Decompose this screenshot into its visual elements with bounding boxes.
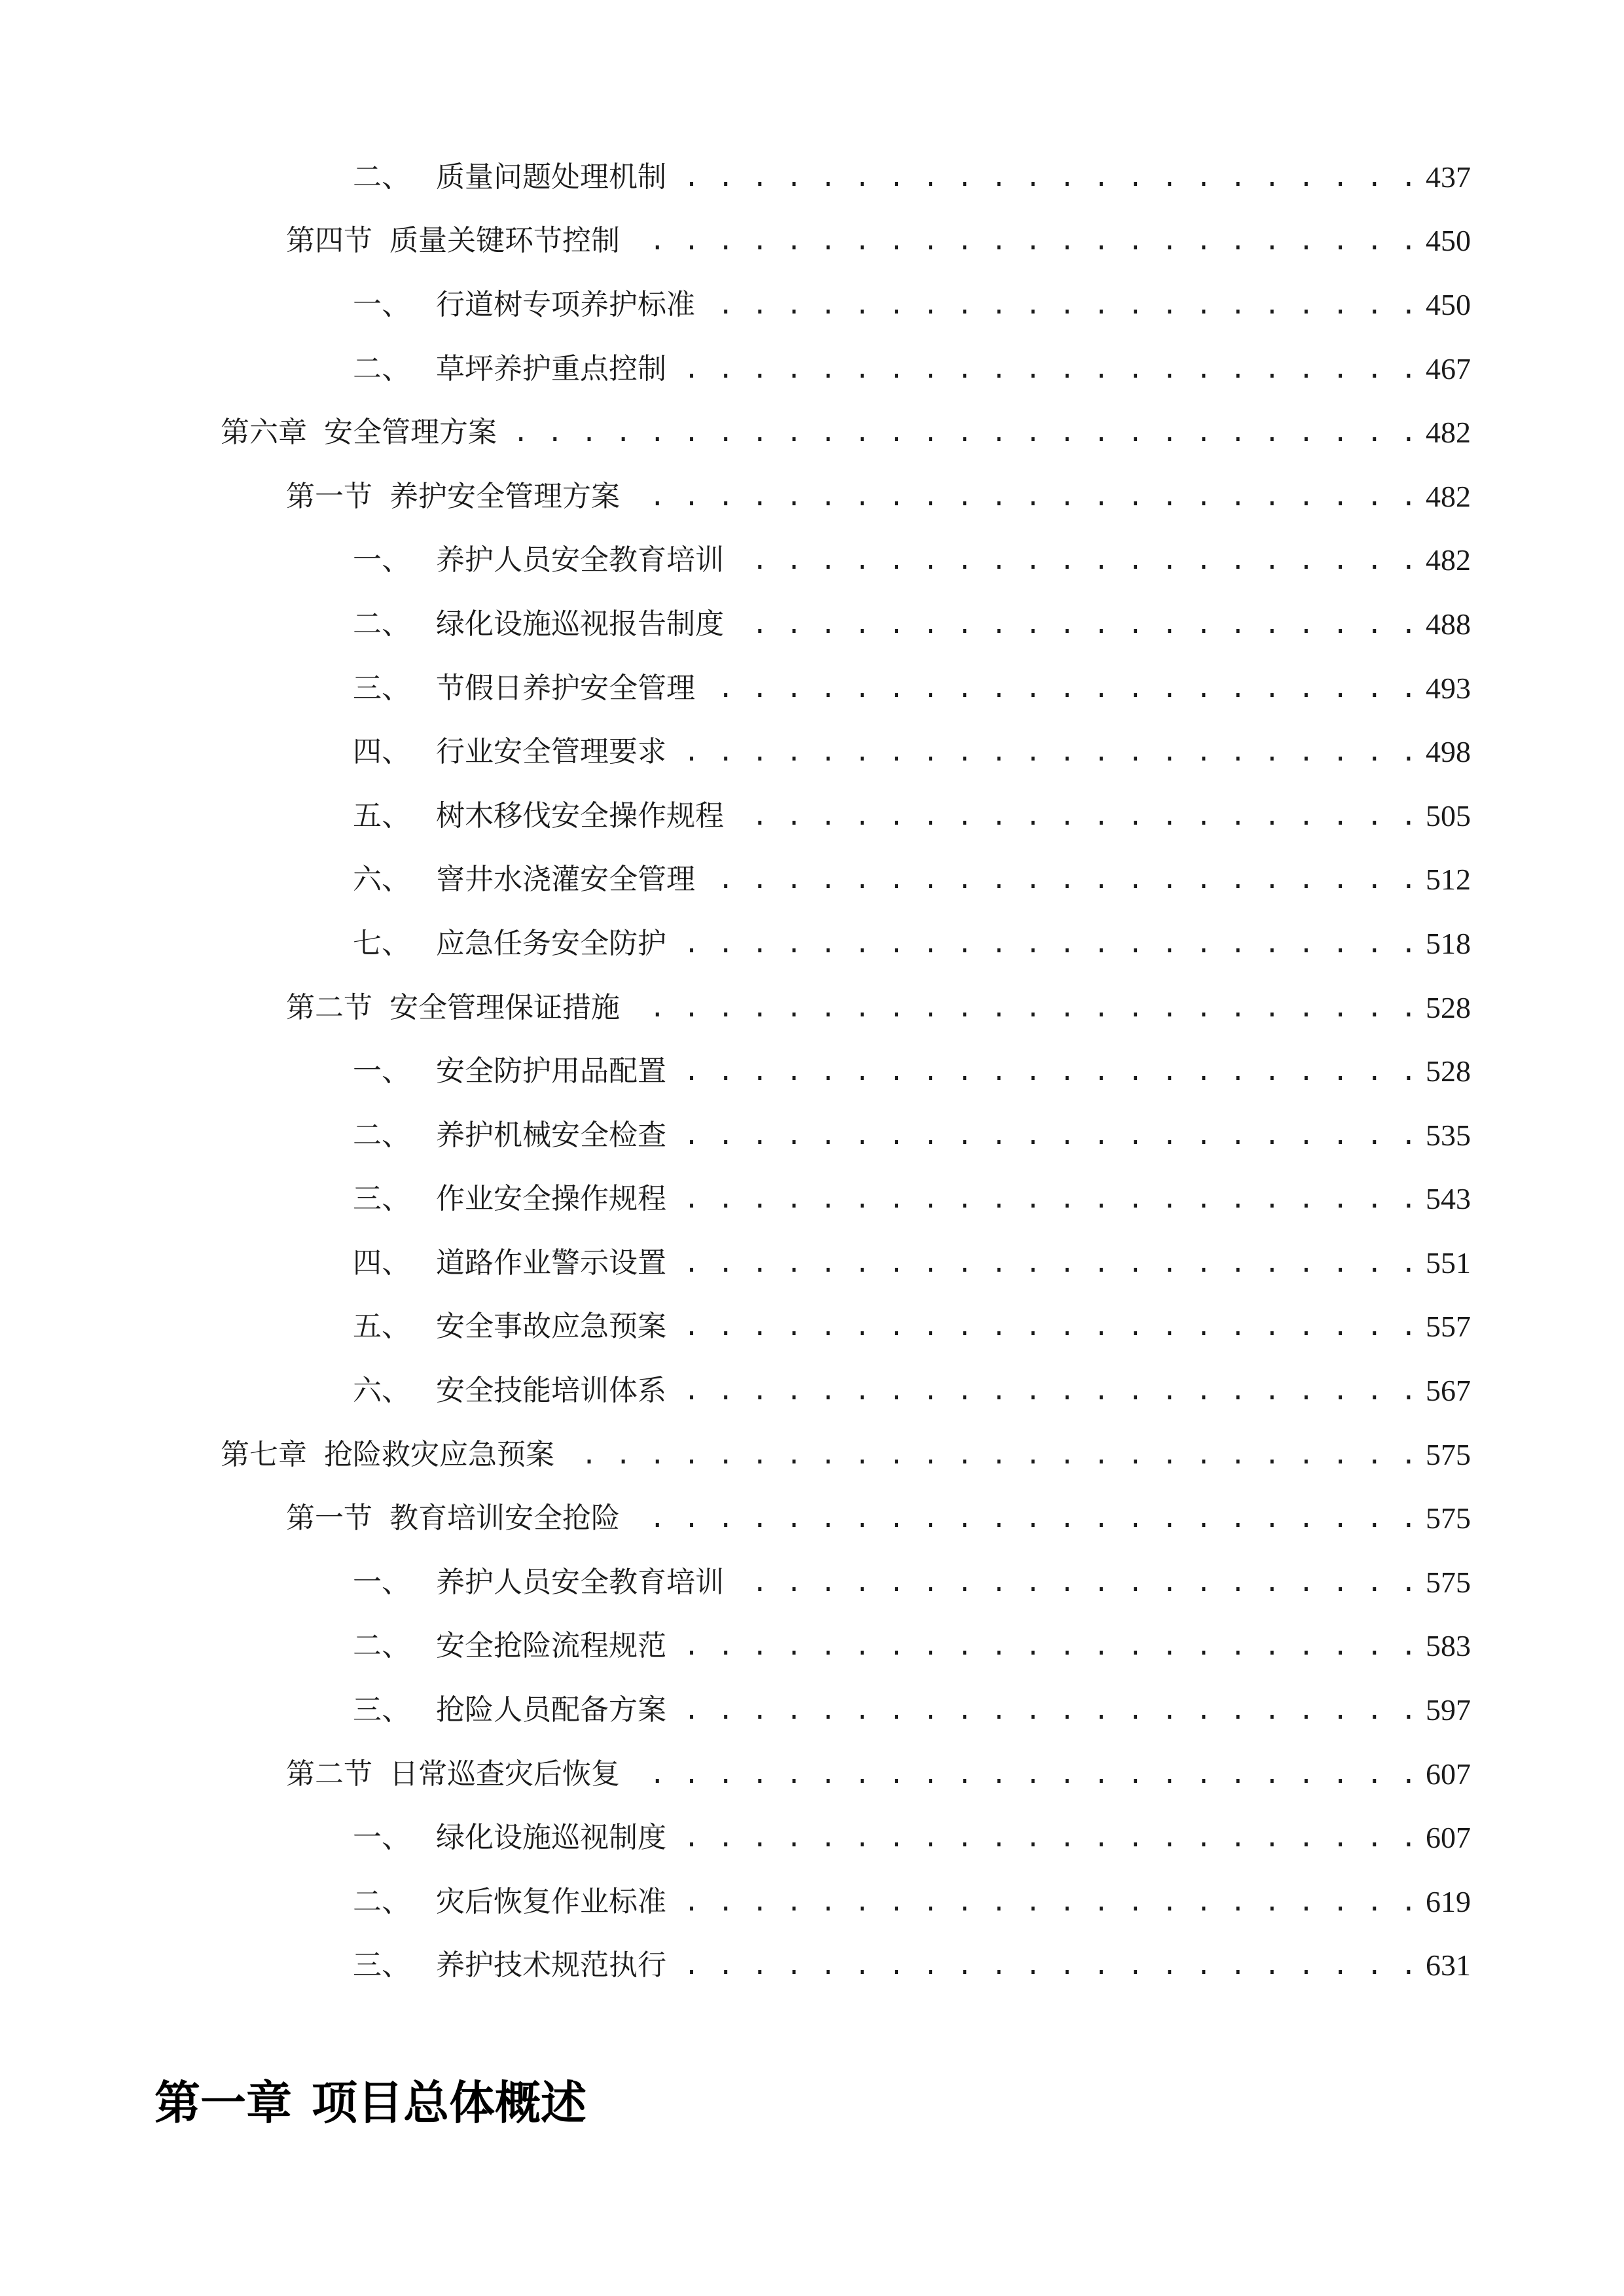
toc-entry-page-number: 619 <box>1426 1884 1471 1918</box>
toc-entry-title: 灾后恢复作业标准 <box>436 1884 666 1918</box>
toc-entry-number: 二、 <box>353 351 410 386</box>
toc-entry-page-number: 607 <box>1426 1821 1471 1855</box>
toc-entry[interactable] <box>0 1742 1624 1806</box>
toc-dot-leader <box>677 732 1418 772</box>
toc-entry-page-number: 607 <box>1426 1757 1471 1791</box>
toc-entry-title: 质量问题处理机制 <box>436 160 666 194</box>
toc-entry[interactable] <box>0 337 1624 401</box>
toc-entry-number: 一、 <box>353 1565 410 1599</box>
toc-dot-leader <box>507 413 1418 452</box>
toc-dot-leader <box>677 924 1418 963</box>
toc-entry-page-number: 597 <box>1426 1693 1471 1727</box>
toc-entry-number: 第一节 <box>286 1501 372 1535</box>
toc-entry-page-number: 583 <box>1426 1629 1471 1663</box>
toc-entry-title: 抢险救灾应急预案 <box>324 1437 554 1471</box>
toc-entry[interactable] <box>0 465 1624 529</box>
toc-entry-number: 第二节 <box>286 1757 372 1791</box>
toc-entry[interactable] <box>0 1231 1624 1295</box>
toc-entry-number: 一、 <box>353 1054 410 1088</box>
toc-entry[interactable] <box>0 848 1624 912</box>
toc-entry-page-number: 512 <box>1426 863 1471 897</box>
toc-entry-page-number: 482 <box>1426 479 1471 513</box>
toc-entry-page-number: 535 <box>1426 1118 1471 1152</box>
toc-entry-number: 四、 <box>353 1246 410 1280</box>
toc-entry-number: 六、 <box>353 1374 410 1408</box>
toc-entry-page-number: 505 <box>1426 798 1471 833</box>
toc-entry-number: 一、 <box>353 543 410 577</box>
toc-entry-page-number: 498 <box>1426 735 1471 769</box>
toc-entry-title: 日常巡查灾后恢复 <box>389 1757 620 1791</box>
toc-entry-number: 六、 <box>353 863 410 897</box>
chapter-title: 项目总体概述 <box>312 2076 586 2130</box>
toc-entry-number: 三、 <box>353 1182 410 1216</box>
toc-dot-leader <box>677 1946 1418 1985</box>
toc-entry[interactable] <box>0 1678 1624 1742</box>
toc-entry[interactable] <box>0 1295 1624 1359</box>
toc-dot-leader <box>630 1499 1418 1538</box>
toc-entry-title: 节假日养护安全管理 <box>436 671 695 705</box>
toc-entry-title: 窨井水浇灌安全管理 <box>436 863 695 897</box>
toc-entry-title: 教育培训安全抢险 <box>389 1501 620 1535</box>
toc-entry-title: 绿化设施巡视制度 <box>436 1821 666 1855</box>
toc-entry-number: 第四节 <box>286 224 372 258</box>
table-of-contents <box>0 145 1624 1998</box>
toc-entry-title: 养护安全管理方案 <box>389 479 620 513</box>
toc-entry-number: 五、 <box>353 1310 410 1344</box>
toc-dot-leader <box>677 1116 1418 1155</box>
toc-entry[interactable] <box>0 1870 1624 1934</box>
toc-entry-title: 行道树专项养护标准 <box>436 287 695 321</box>
toc-entry[interactable] <box>0 976 1624 1040</box>
toc-entry-title: 质量关键环节控制 <box>389 224 620 258</box>
toc-dot-leader <box>677 1371 1418 1410</box>
toc-entry-number: 第七章 <box>221 1437 307 1471</box>
toc-entry[interactable] <box>0 784 1624 848</box>
toc-entry-number: 二、 <box>353 607 410 641</box>
toc-entry-page-number: 551 <box>1426 1246 1471 1280</box>
toc-dot-leader <box>677 1179 1418 1219</box>
toc-entry[interactable] <box>0 1423 1624 1487</box>
toc-dot-leader <box>630 221 1418 260</box>
toc-dot-leader <box>734 1563 1418 1602</box>
toc-entry[interactable] <box>0 209 1624 274</box>
toc-entry[interactable] <box>0 529 1624 593</box>
toc-entry-title: 安全技能培训体系 <box>436 1374 666 1408</box>
toc-dot-leader <box>734 797 1418 836</box>
toc-entry-title: 养护技术规范执行 <box>436 1948 666 1982</box>
toc-dot-leader <box>734 605 1418 644</box>
toc-entry[interactable] <box>0 273 1624 337</box>
toc-entry-number: 五、 <box>353 798 410 833</box>
chapter-number: 第一章 <box>154 2076 292 2130</box>
toc-entry-title: 安全防护用品配置 <box>436 1054 666 1088</box>
toc-entry-number: 第六章 <box>221 416 307 450</box>
toc-entry-page-number: 528 <box>1426 990 1471 1024</box>
toc-dot-leader <box>706 669 1418 708</box>
toc-dot-leader <box>677 350 1418 389</box>
toc-entry[interactable] <box>0 656 1624 721</box>
toc-dot-leader <box>565 1435 1418 1475</box>
toc-dot-leader <box>677 1626 1418 1666</box>
toc-entry-page-number: 488 <box>1426 607 1471 641</box>
toc-entry-title: 安全事故应急预案 <box>436 1310 666 1344</box>
toc-entry-title: 安全管理保证措施 <box>389 990 620 1024</box>
chapter-heading <box>154 2072 586 2134</box>
toc-entry-page-number: 450 <box>1426 287 1471 321</box>
toc-entry[interactable] <box>0 1039 1624 1103</box>
toc-entry-page-number: 482 <box>1426 416 1471 450</box>
toc-dot-leader <box>677 1882 1418 1922</box>
toc-entry-title: 安全抢险流程规范 <box>436 1629 666 1663</box>
toc-dot-leader <box>677 1052 1418 1091</box>
toc-entry[interactable] <box>0 1103 1624 1168</box>
toc-dot-leader <box>677 1818 1418 1857</box>
toc-entry-page-number: 575 <box>1426 1565 1471 1599</box>
toc-entry-title: 作业安全操作规程 <box>436 1182 666 1216</box>
toc-entry-page-number: 482 <box>1426 543 1471 577</box>
toc-entry-number: 七、 <box>353 926 410 960</box>
toc-entry-page-number: 543 <box>1426 1182 1471 1216</box>
toc-entry-title: 养护人员安全教育培训 <box>436 1565 724 1599</box>
toc-dot-leader <box>630 477 1418 516</box>
toc-entry[interactable] <box>0 720 1624 784</box>
toc-entry-number: 第二节 <box>286 990 372 1024</box>
toc-entry-title: 行业安全管理要求 <box>436 735 666 769</box>
toc-entry-number: 三、 <box>353 671 410 705</box>
toc-entry-page-number: 467 <box>1426 351 1471 386</box>
toc-entry[interactable] <box>0 401 1624 465</box>
toc-entry-number: 一、 <box>353 1821 410 1855</box>
toc-dot-leader <box>677 1691 1418 1730</box>
toc-entry-number: 三、 <box>353 1948 410 1982</box>
toc-entry-number: 第一节 <box>286 479 372 513</box>
toc-entry-title: 养护人员安全教育培训 <box>436 543 724 577</box>
toc-entry-title: 绿化设施巡视报告制度 <box>436 607 724 641</box>
toc-entry-title: 应急任务安全防护 <box>436 926 666 960</box>
toc-entry-title: 草坪养护重点控制 <box>436 351 666 386</box>
toc-dot-leader <box>677 1307 1418 1346</box>
toc-entry[interactable] <box>0 1551 1624 1615</box>
toc-dot-leader <box>706 285 1418 325</box>
toc-entry[interactable] <box>0 1359 1624 1423</box>
toc-entry[interactable] <box>0 912 1624 976</box>
toc-entry[interactable] <box>0 1168 1624 1232</box>
toc-entry-title: 抢险人员配备方案 <box>436 1693 666 1727</box>
toc-dot-leader <box>630 988 1418 1028</box>
toc-entry-page-number: 450 <box>1426 224 1471 258</box>
toc-entry[interactable] <box>0 145 1624 209</box>
toc-entry-number: 三、 <box>353 1693 410 1727</box>
toc-entry-page-number: 518 <box>1426 926 1471 960</box>
toc-entry-title: 安全管理方案 <box>324 416 497 450</box>
toc-entry[interactable] <box>0 1486 1624 1551</box>
toc-dot-leader <box>706 860 1418 899</box>
toc-dot-leader <box>630 1755 1418 1794</box>
toc-dot-leader <box>677 1244 1418 1283</box>
toc-entry-title: 树木移伐安全操作规程 <box>436 798 724 833</box>
toc-entry-number: 二、 <box>353 1118 410 1152</box>
toc-entry-page-number: 437 <box>1426 160 1471 194</box>
toc-entry-page-number: 567 <box>1426 1374 1471 1408</box>
toc-entry-page-number: 575 <box>1426 1437 1471 1471</box>
toc-dot-leader <box>734 541 1418 580</box>
toc-entry-page-number: 575 <box>1426 1501 1471 1535</box>
toc-entry[interactable] <box>0 1806 1624 1870</box>
toc-entry-number: 一、 <box>353 287 410 321</box>
toc-entry-page-number: 528 <box>1426 1054 1471 1088</box>
toc-entry-number: 二、 <box>353 1629 410 1663</box>
toc-entry-number: 二、 <box>353 160 410 194</box>
toc-entry-title: 道路作业警示设置 <box>436 1246 666 1280</box>
toc-entry-title: 养护机械安全检查 <box>436 1118 666 1152</box>
toc-entry-page-number: 557 <box>1426 1310 1471 1344</box>
toc-entry[interactable] <box>0 1934 1624 1998</box>
toc-entry[interactable] <box>0 1615 1624 1679</box>
toc-entry[interactable] <box>0 592 1624 656</box>
toc-dot-leader <box>677 158 1418 197</box>
toc-entry-page-number: 493 <box>1426 671 1471 705</box>
toc-entry-number: 四、 <box>353 735 410 769</box>
toc-entry-number: 二、 <box>353 1884 410 1918</box>
toc-entry-page-number: 631 <box>1426 1948 1471 1982</box>
